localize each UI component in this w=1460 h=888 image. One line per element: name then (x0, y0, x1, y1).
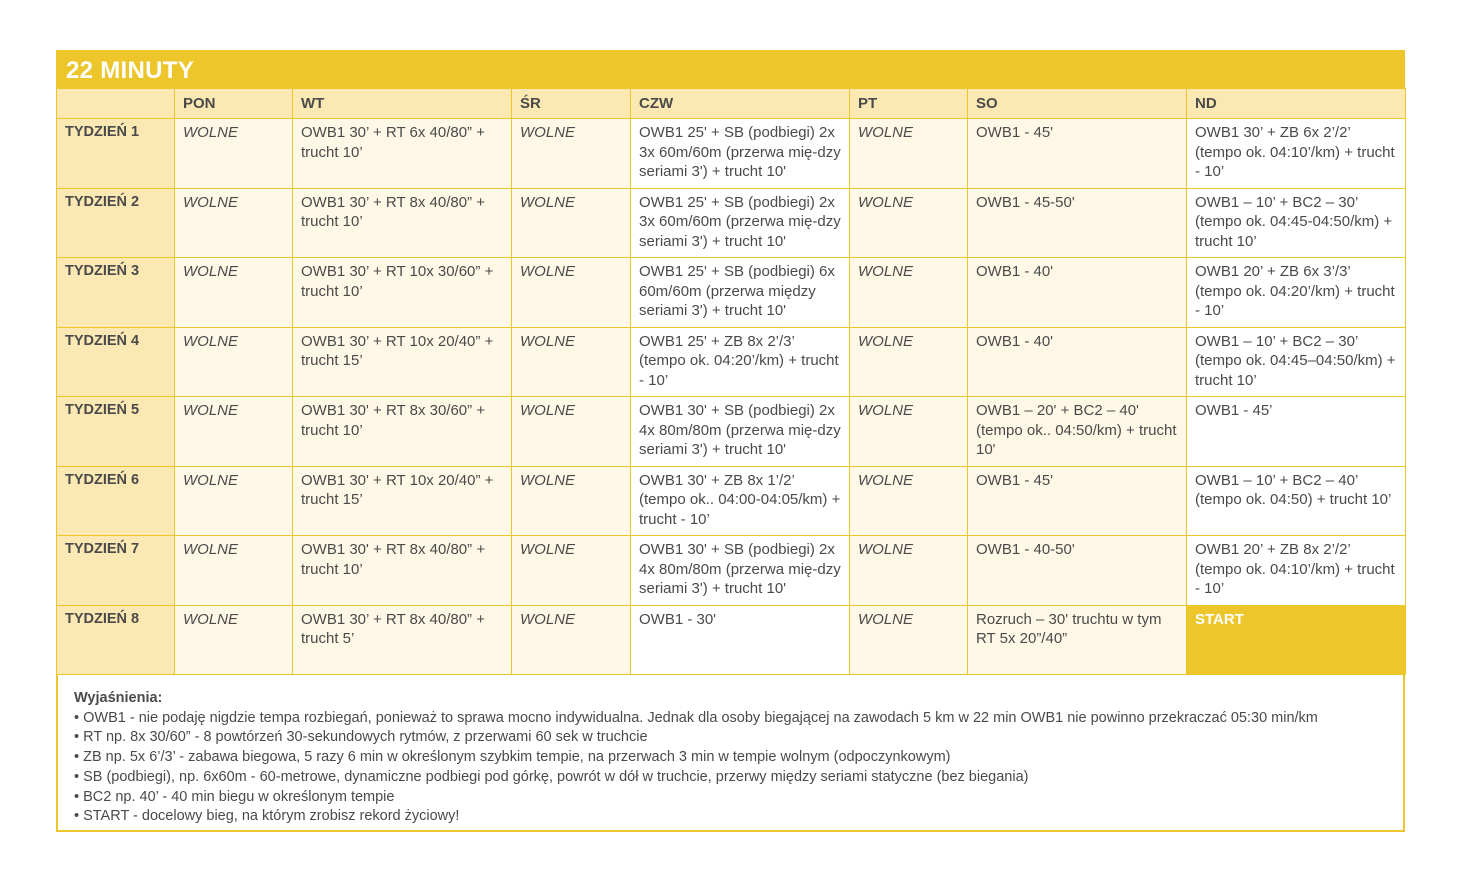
cell-czw: OWB1 30' + ZB 8x 1’/2’ (tempo ok.. 04:00-04:05/km) + trucht - 10’ (631, 466, 850, 536)
cell-sr: WOLNE (512, 327, 631, 397)
header-czw: CZW (631, 89, 850, 119)
explanation-line: • START - docelowy bieg, na którym zrobisz rekord życiowy! (74, 808, 460, 825)
cell-so: OWB1 - 40-50' (968, 536, 1187, 606)
header-pt: PT (850, 89, 968, 119)
explanations-title: Wyjaśnienia: (74, 690, 163, 706)
cell-wt: OWB1 30’ + RT 8x 40/80” + trucht 10’ (293, 188, 512, 258)
cell-pon: WOLNE (175, 466, 293, 536)
cell-so: OWB1 - 45' (968, 119, 1187, 189)
table-row (57, 397, 1406, 467)
table-row (57, 536, 1406, 606)
cell-so: OWB1 - 40' (968, 258, 1187, 328)
cell-nd: OWB1 20’ + ZB 8x 2’/2’ (tempo ok. 04:10’/km) + trucht - 10’ (1187, 536, 1406, 606)
cell-wt: OWB1 30’ + RT 8x 40/80” + trucht 5’ (293, 605, 512, 675)
cell-pt: WOLNE (850, 258, 968, 328)
cell-nd: OWB1 - 45’ (1187, 397, 1406, 467)
week-label: TYDZIEŃ 3 (57, 258, 175, 328)
explanation-line: • RT np. 8x 30/60” - 8 powtórzeń 30-sekundowych rytmów, z przerwami 60 sek w truchcie (74, 729, 648, 746)
table-row (57, 119, 1406, 189)
cell-so: OWB1 - 45' (968, 466, 1187, 536)
cell-sr: WOLNE (512, 258, 631, 328)
training-plan-card (56, 50, 1405, 832)
table-row (57, 605, 1406, 675)
cell-pon: WOLNE (175, 605, 293, 675)
cell-wt: OWB1 30' + RT 8x 40/80” + trucht 10’ (293, 536, 512, 606)
cell-so: OWB1 – 20' + BC2 – 40' (tempo ok.. 04:50/km) + trucht 10' (968, 397, 1187, 467)
cell-nd: OWB1 30’ + ZB 6x 2’/2’ (tempo ok. 04:10’/km) + trucht - 10’ (1187, 119, 1406, 189)
cell-czw: OWB1 30' + SB (podbiegi) 2x 4x 80m/80m (przerwa mię-dzy seriami 3') + trucht 10' (631, 397, 850, 467)
cell-so: OWB1 - 40' (968, 327, 1187, 397)
week-label: TYDZIEŃ 7 (57, 536, 175, 606)
cell-nd-start: START (1187, 605, 1406, 675)
week-label: TYDZIEŃ 8 (57, 605, 175, 675)
week-label: TYDZIEŃ 2 (57, 188, 175, 258)
header-wt: WT (293, 89, 512, 119)
week-label: TYDZIEŃ 1 (57, 119, 175, 189)
explanation-line: • BC2 np. 40’ - 40 min biegu w określonym tempie (74, 788, 395, 805)
table-row (57, 327, 1406, 397)
cell-czw: OWB1 30' + SB (podbiegi) 2x 4x 80m/80m (przerwa mię-dzy seriami 3') + trucht 10' (631, 536, 850, 606)
table-row (57, 188, 1406, 258)
table-header-row (57, 89, 1406, 119)
cell-pt: WOLNE (850, 327, 968, 397)
header-so: SO (968, 89, 1187, 119)
week-label: TYDZIEŃ 6 (57, 466, 175, 536)
explanation-line: • ZB np. 5x 6’/3’ - zabawa biegowa, 5 razy 6 min w określonym szybkim tempie, na przerwach 3 min w tempie wolnym (odpoczynkowym) (74, 749, 951, 766)
cell-pt: WOLNE (850, 605, 968, 675)
cell-sr: WOLNE (512, 466, 631, 536)
cell-czw: OWB1 25' + ZB 8x 2’/3’ (tempo ok. 04:20’/km) + trucht - 10’ (631, 327, 850, 397)
cell-sr: WOLNE (512, 119, 631, 189)
cell-pon: WOLNE (175, 188, 293, 258)
cell-pon: WOLNE (175, 397, 293, 467)
cell-sr: WOLNE (512, 397, 631, 467)
cell-sr: WOLNE (512, 605, 631, 675)
cell-pon: WOLNE (175, 536, 293, 606)
cell-pt: WOLNE (850, 119, 968, 189)
plan-title: 22 MINUTY (58, 52, 1403, 88)
header-pon: PON (175, 89, 293, 119)
table-row (57, 258, 1406, 328)
cell-pt: WOLNE (850, 466, 968, 536)
cell-czw: OWB1 25' + SB (podbiegi) 6x 60m/60m (przerwa między seriami 3') + trucht 10' (631, 258, 850, 328)
week-label: TYDZIEŃ 4 (57, 327, 175, 397)
cell-wt: OWB1 30' + RT 8x 30/60” + trucht 10’ (293, 397, 512, 467)
cell-pon: WOLNE (175, 119, 293, 189)
cell-so: Rozruch – 30' truchtu w tym RT 5x 20”/40” (968, 605, 1187, 675)
cell-so: OWB1 - 45-50' (968, 188, 1187, 258)
explanations (58, 675, 1403, 827)
cell-czw: OWB1 25' + SB (podbiegi) 2x 3x 60m/60m (przerwa mię-dzy seriami 3') + trucht 10' (631, 119, 850, 189)
explanation-line: • OWB1 - nie podaję nigdzie tempa rozbiegań, ponieważ to sprawa mocno indywidualna. Jednak dla osoby biegającej na zawodach 5 km w 22 min OWB1 nie powinno przekraczać 05:30 min/km (74, 709, 1318, 726)
cell-pon: WOLNE (175, 258, 293, 328)
cell-wt: OWB1 30’ + RT 6x 40/80” + trucht 10’ (293, 119, 512, 189)
cell-nd: OWB1 20’ + ZB 6x 3’/3’ (tempo ok. 04:20’/km) + trucht - 10’ (1187, 258, 1406, 328)
cell-pon: WOLNE (175, 327, 293, 397)
cell-nd: OWB1 – 10’ + BC2 – 30’ (tempo ok. 04:45-04:50/km) + trucht 10’ (1187, 188, 1406, 258)
explanation-line: • SB (podbiegi), np. 6x60m - 60-metrowe, dynamiczne podbiegi pod górkę, powrót w dół w truchcie, przerwy między seriami statyczne (bez biegania) (74, 768, 1029, 785)
cell-nd: OWB1 – 10’ + BC2 – 40’ (tempo ok. 04:50) + trucht 10’ (1187, 466, 1406, 536)
cell-pt: WOLNE (850, 397, 968, 467)
cell-czw: OWB1 25' + SB (podbiegi) 2x 3x 60m/60m (przerwa mię-dzy seriami 3') + trucht 10' (631, 188, 850, 258)
cell-pt: WOLNE (850, 188, 968, 258)
cell-wt: OWB1 30' + RT 10x 20/40” + trucht 15’ (293, 466, 512, 536)
table-row (57, 466, 1406, 536)
cell-wt: OWB1 30’ + RT 10x 30/60” + trucht 10’ (293, 258, 512, 328)
cell-sr: WOLNE (512, 536, 631, 606)
header-sr: ŚR (512, 89, 631, 119)
cell-nd: OWB1 – 10’ + BC2 – 30’ (tempo ok. 04:45–04:50/km) + trucht 10’ (1187, 327, 1406, 397)
training-plan-table (56, 88, 1406, 675)
cell-czw: OWB1 - 30' (631, 605, 850, 675)
cell-pt: WOLNE (850, 536, 968, 606)
cell-wt: OWB1 30’ + RT 10x 20/40” + trucht 15’ (293, 327, 512, 397)
cell-sr: WOLNE (512, 188, 631, 258)
header-nd: ND (1187, 89, 1406, 119)
week-label: TYDZIEŃ 5 (57, 397, 175, 467)
header-corner (57, 89, 175, 119)
